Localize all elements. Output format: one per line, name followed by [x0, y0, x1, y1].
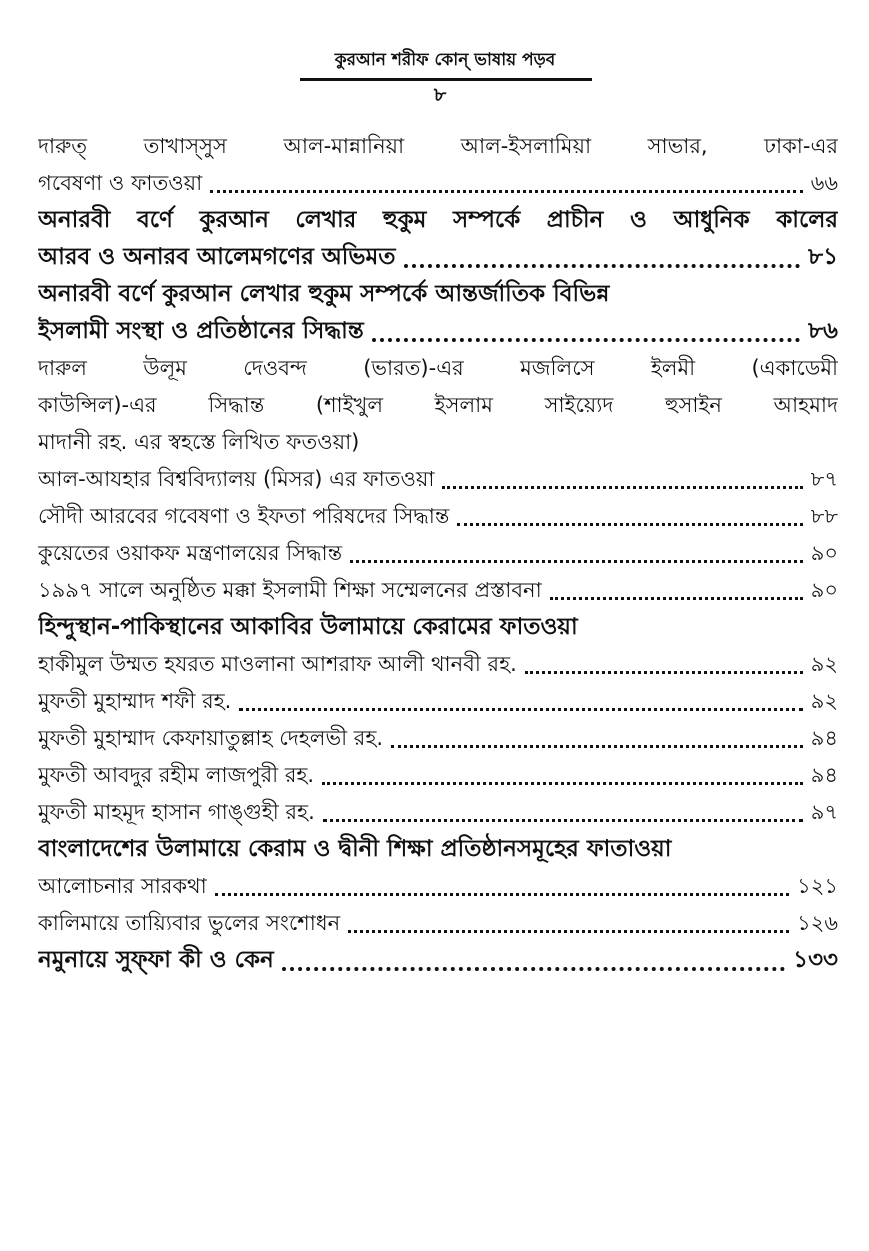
toc-entry: [38, 165, 838, 202]
toc-section-heading: বাংলাদেশের উলামায়ে কেরাম ও দ্বীনী শিক্ষা প্রতিষ্ঠানসমূহের ফাতাওয়া: [38, 836, 672, 862]
dot-leader: [350, 560, 803, 563]
toc-entry-text: অনারবী বর্ণে কুরআন লেখার হুকুম সম্পর্কে প্রাচীন ও আধুনিক কালের: [38, 207, 838, 233]
toc-entry: [38, 905, 838, 942]
toc-page-number: ৯২: [810, 652, 838, 676]
toc-entry: [38, 498, 838, 535]
toc-page-number: ৮৮: [810, 504, 838, 528]
toc-entry-text: মুফতী মুহাম্মাদ কেফায়াতুল্লাহ দেহলভী রহ.: [38, 726, 384, 750]
toc-entry-text: কুয়েতের ওয়াকফ মন্ত্রণালয়ের সিদ্ধান্ত: [38, 541, 343, 565]
toc-entry: [38, 683, 838, 720]
toc-entry-text: মুফতী মুহাম্মাদ শফী রহ.: [38, 689, 232, 713]
dot-leader: [404, 264, 801, 268]
dot-leader: [457, 523, 802, 526]
toc-entry-text: আরব ও অনারব আলেমগণের অভিমত: [38, 244, 396, 270]
dot-leader: [210, 190, 803, 193]
toc-entry: [38, 535, 838, 572]
dot-leader: [391, 745, 803, 748]
toc-entry-text: মুফতী আবদুর রহীম লাজপুরী রহ.: [38, 763, 315, 787]
dot-leader: [525, 671, 803, 674]
toc-section-heading: হিন্দুস্থান-পাকিস্থানের আকাবির উলামায়ে কেরামের ফাতওয়া: [38, 614, 578, 640]
toc-entry: [38, 461, 838, 498]
toc-entry-text: হাকীমুল উম্মত হযরত মাওলানা আশরাফ আলী থানবী রহ.: [38, 652, 517, 676]
dot-leader: [239, 708, 802, 711]
toc-entry-text: সৌদী আরবের গবেষণা ও ইফতা পরিষদের সিদ্ধান্ত: [38, 504, 450, 528]
toc-page-number: ৯০: [810, 578, 838, 602]
toc-entry-text: দারুত্‌ তাখাস্‌সুস আল-মান্নানিয়া আল-ইসলামিয়া সাভার, ঢাকা-এর: [38, 134, 838, 158]
toc-entry: [38, 794, 838, 831]
toc-entry-text: দারুল উলূম দেওবন্দ (ভারত)-এর মজলিসে ইলমী (একাডেমী: [38, 356, 838, 380]
toc-entry-text: আলোচনার সারকথা: [38, 874, 207, 898]
toc-entry: [38, 572, 838, 609]
toc-entry-text: আল-আযহার বিশ্ববিদ্যালয় (মিসর) এর ফাতওয়া: [38, 467, 435, 491]
dot-leader: [442, 486, 802, 489]
toc-page-number: ৮১: [808, 244, 838, 270]
toc-page-number: ১৩৩: [793, 947, 838, 973]
toc-entry-text: নমুনায়ে সুফ্‌ফা কী ও কেন: [38, 947, 274, 973]
toc-page-number: ৯০: [810, 541, 838, 565]
toc-entry: [38, 942, 838, 979]
dot-leader: [282, 967, 785, 971]
toc-entry: [38, 757, 838, 794]
toc-entry: [38, 646, 838, 683]
header-rule: [300, 78, 592, 81]
table-of-contents: [38, 128, 838, 979]
dot-leader: [550, 597, 803, 600]
toc-entry: [38, 868, 838, 905]
dot-leader: [215, 893, 789, 896]
toc-page-number: ৯৭: [810, 800, 838, 824]
toc-page-number: ৯৪: [810, 763, 838, 787]
toc-page-number: ৮৬: [808, 318, 838, 344]
toc-page-number: ৯২: [810, 689, 838, 713]
toc-page-number: ৮৭: [810, 467, 838, 491]
toc-entry-text: গবেষণা ও ফাতওয়া: [38, 171, 203, 195]
running-title: কুরআন শরীফ কোন্‌ ভাষায় পড়ব: [334, 50, 556, 70]
toc-entry-text: কাউন্সিল)-এর সিদ্ধান্ত (শাইখুল ইসলাম সাইয়্যেদ হুসাইন আহমাদ: [38, 393, 838, 417]
dot-leader: [348, 930, 789, 933]
dot-leader: [323, 819, 803, 822]
toc-entry: [38, 313, 838, 350]
dot-leader: [372, 338, 800, 342]
toc-entry-text: ১৯৯৭ সালে অনুষ্ঠিত মক্কা ইসলামী শিক্ষা সম্মেলনের প্রস্তাবনা: [38, 578, 542, 602]
page-number: ৮: [433, 84, 447, 106]
toc-entry-text: অনারবী বর্ণে কুরআন লেখার হুকুম সম্পর্কে আন্তর্জাতিক বিভিন্ন: [38, 281, 610, 307]
toc-page-number: ১২৬: [797, 911, 838, 935]
toc-entry-text: মুফতী মাহমূদ হাসান গাঙ্গুহী রহ.: [38, 800, 315, 824]
toc-page-number: ১২১: [797, 874, 838, 898]
toc-entry-text: কালিমায়ে তায়্যিবার ভুলের সংশোধন: [38, 911, 341, 935]
dot-leader: [322, 782, 803, 785]
toc-entry: [38, 239, 838, 276]
toc-entry: [38, 720, 838, 757]
toc-entry-text: ইসলামী সংস্থা ও প্রতিষ্ঠানের সিদ্ধান্ত: [38, 318, 364, 344]
toc-page-number: ৯৪: [810, 726, 838, 750]
toc-entry-text: মাদানী রহ. এর স্বহস্তে লিখিত ফতওয়া): [38, 430, 360, 454]
toc-page-number: ৬৬: [810, 171, 838, 195]
